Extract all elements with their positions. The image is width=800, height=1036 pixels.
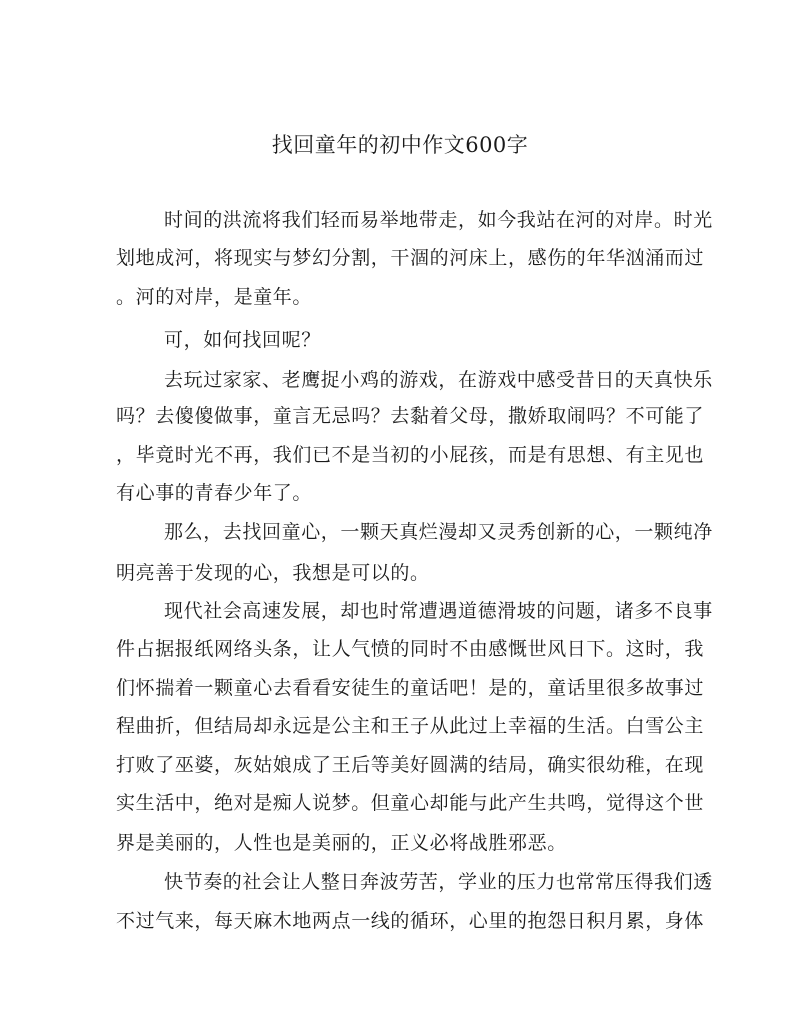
paragraph-5-line-5: 打败了巫婆，灰姑娘成了王后等美好圆满的结局，确实很幼稚，在现 [116,754,705,776]
paragraph-2-line-1: 可，如何找回呢？ [164,329,321,351]
paragraph-1-line-2: 划地成河，将现实与梦幻分割，干涸的河床上，感伤的年华汹涌而过 [116,247,705,269]
paragraph-5-line-6: 实生活中，绝对是痴人说梦。但童心却能与此产生共鸣，觉得这个世 [116,792,705,814]
paragraph-5-line-3: 们怀揣着一颗童心去看看安徒生的童话吧！是的，童话里很多故事过 [116,677,705,699]
paragraph-3-line-3: ，毕竟时光不再，我们已不是当初的小屁孩，而是有思想、有主见也 [116,444,705,466]
paragraph-6-line-1: 快节奏的社会让人整日奔波劳苦，学业的压力也常常压得我们透 [164,871,713,893]
paragraph-1-line-3: 。河的对岸，是童年。 [116,286,313,308]
paragraph-5-line-1: 现代社会高速发展，却也时常遭遇道德滑坡的问题，诸多不良事 [164,600,713,622]
paragraph-4-line-2: 明亮善于发现的心，我想是可以的。 [116,562,430,584]
paragraph-3-line-4: 有心事的青春少年了。 [116,482,313,504]
page-title: 找回童年的初中作文600字 [271,133,529,157]
paragraph-3-line-2: 吗？去傻傻做事，童言无忌吗？去黏着父母，撒娇取闹吗？不可能了 [116,405,705,427]
paragraph-5-line-2: 件占据报纸网络头条，让人气愤的同时不由感慨世风日下。这时，我 [116,638,705,660]
paragraph-5-line-4: 程曲折，但结局却永远是公主和王子从此过上幸福的生活。白雪公主 [116,715,705,737]
paragraph-1-line-1: 时间的洪流将我们轻而易举地带走，如今我站在河的对岸。时光 [164,209,713,231]
paragraph-5-line-7: 界是美丽的，人性也是美丽的，正义必将战胜邪恶。 [116,832,567,854]
paragraph-4-line-1: 那么，去找回童心，一颗天真烂漫却又灵秀创新的心，一颗纯净 [164,521,713,543]
paragraph-3-line-1: 去玩过家家、老鹰捉小鸡的游戏，在游戏中感受昔日的天真快乐 [164,369,713,391]
paragraph-6-line-2: 不过气来，每天麻木地两点一线的循环，心里的抱怨日积月累，身体 [116,910,705,932]
